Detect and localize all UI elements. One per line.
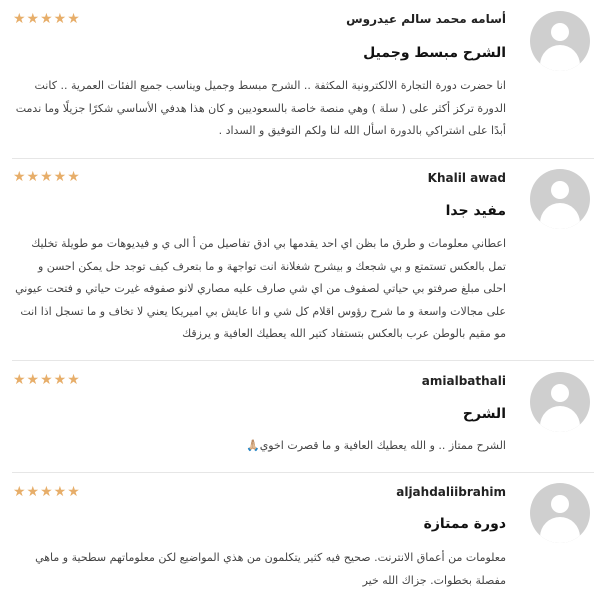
rating-stars: ★★★★★ — [13, 169, 81, 185]
review-title: مفيد جدا — [445, 203, 506, 219]
review-author: aljahdaliibrahim — [396, 485, 506, 499]
avatar — [530, 11, 590, 71]
review-text: الشرح ممتاز .. و الله يعطيك العافية و ما قصرت اخوي🙏🏼 — [246, 439, 506, 452]
review-author: Khalil awad — [427, 171, 506, 185]
review-item — [0, 0, 606, 160]
review-author: أسامه محمد سالم عيدروس — [346, 12, 506, 26]
avatar — [530, 483, 590, 543]
review-item — [0, 472, 606, 600]
rating-stars: ★★★★★ — [13, 11, 81, 27]
rating-stars: ★★★★★ — [13, 484, 81, 500]
rating-stars: ★★★★★ — [13, 372, 81, 388]
review-text: اعطاني معلومات و طرق ما بظن اي احد يقدمها بي ادق تفاصيل من أ الى ي و فيديوهات مو طويلة تخليك تمل بالعكس تستمتع و بي شجعك و بيشرح شغلانة انت تواجهة و ما بتعرف كيف توجد حل يمكن احسن و احلى مبلغ صرفتو بي حياتي لصفوف من اي شي صارف عليه مصاري لانو صفوفه غيرت حياتي و فتحت عيوني على مجالات واسعة و ما شرح رؤوس اقلام كل شي و انا عايش بي اميريكا يعني لا تخاف و ما تسجل اذا انت مو مقيم بالوطن عرب بالعكس بتستفاد كتير الله يعطيك العافية و يرزقك — [15, 237, 506, 340]
review-title: دورة ممتازة — [423, 516, 506, 532]
review-item — [0, 360, 606, 470]
review-title: الشرح مبسط وجميل — [363, 45, 506, 61]
review-item — [0, 160, 606, 360]
review-title: الشرح — [462, 406, 506, 422]
avatar — [530, 169, 590, 229]
divider — [12, 158, 594, 159]
review-author: amialbathali — [421, 374, 506, 388]
avatar — [530, 372, 590, 432]
review-text: انا حضرت دورة التجارة الالكترونية المكثفة .. الشرح مبسط وجميل ويناسب جميع الفئات العمرية .. كانت الدورة تركز أكثر على ( سلة ) وهي منصة خاصة بالسعوديين و كان هذا هدفي الأساسي شكرًا جزيلًا وما ندمت أبدًا على اشتراكي بالدورة اسأل الله لنا ولكم التوفيق و السداد . — [15, 79, 506, 137]
review-text: معلومات من أعماق الانترنت. صحيح فيه كثير يتكلمون من هذي المواضيع لكن معلوماتهم سطحية و ماهي مفصلة بخطوات. جزاك الله خير — [35, 551, 506, 587]
